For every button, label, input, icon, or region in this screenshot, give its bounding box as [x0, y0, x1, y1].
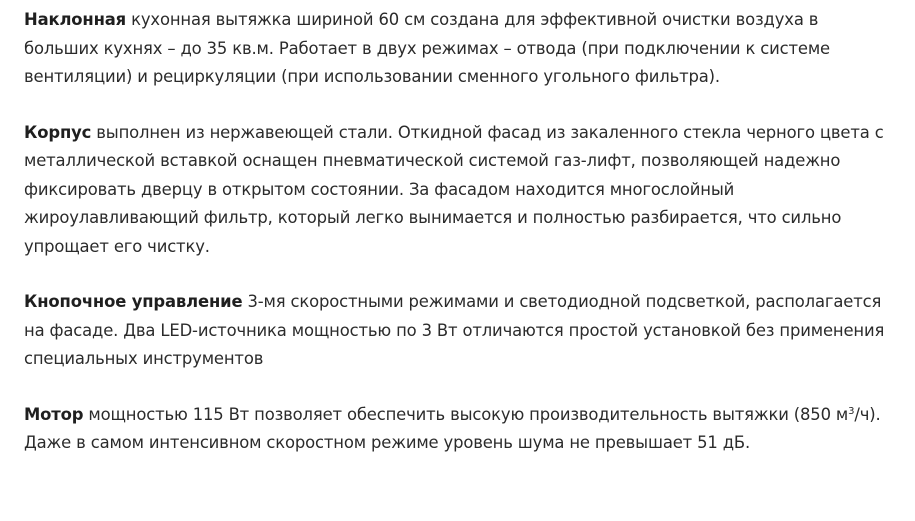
paragraph-text-end: /ч). Даже в самом интенсивном скоростном режиме уровень шума не превышает 51 дБ.	[24, 404, 881, 452]
paragraph-lead: Мотор	[24, 404, 84, 424]
paragraph-text: кухонная вытяжка шириной 60 см создана для эффективной очистки воздуха в больших кухнях – до 35 кв.м. Работает в двух режимах – отвода (при подключении к системе вентиляции) и рециркуляции (при использовании сменного угольного фильтра).	[24, 10, 830, 86]
product-description	[24, 6, 893, 458]
paragraph-lead: Кнопочное управление	[24, 292, 243, 311]
paragraph-text: 3-мя скоростными режимами и светодиодной подсветкой, располагается на фасаде. Два LED-источника мощностью по 3 Вт отличаются простой установкой без применения специальных инструментов	[24, 292, 885, 368]
paragraph-design	[24, 6, 893, 92]
paragraph-motor	[24, 401, 893, 458]
paragraph-lead: Корпус	[24, 122, 92, 142]
paragraph-text: выполнен из нержавеющей стали. Откидной фасад из закаленного стекла черного цвета с металлической вставкой оснащен пневматической системой газ-лифт, позволяющей надежно фиксировать дверцу в открытом состоянии. За фасадом находится многослойный жироулавливающий фильтр, который легко вынимается и полностью разбирается, что сильно упрощает его чистку.	[24, 122, 884, 256]
paragraph-controls	[24, 288, 893, 374]
paragraph-text: мощностью 115 Вт позволяет обеспечить высокую производительность вытяжки (850 м	[83, 404, 849, 424]
paragraph-body	[24, 119, 893, 262]
paragraph-lead: Наклонная	[24, 10, 127, 29]
superscript-cubed: 3	[848, 405, 855, 417]
